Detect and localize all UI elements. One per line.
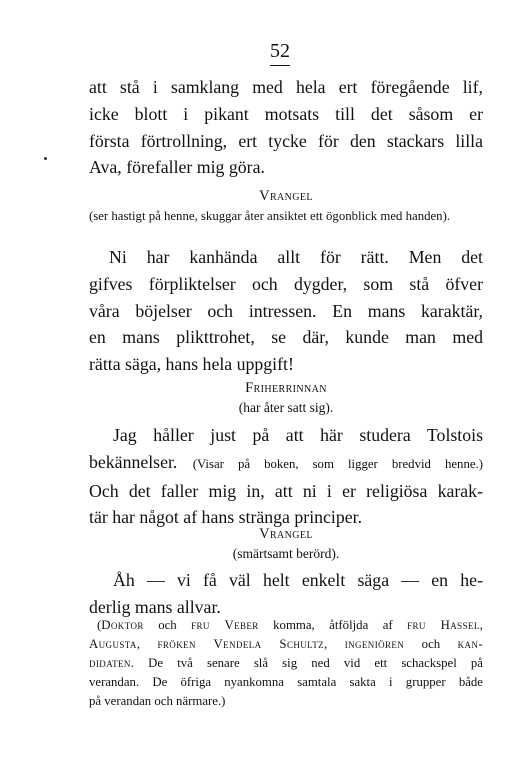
title-fru-2: fru bbox=[407, 618, 426, 632]
stage-4-line-4: verandan. De öfriga nyankomna samtala sakta i grupper både bbox=[89, 675, 483, 689]
stage-direction-1: (ser hastigt på henne, skuggar åter ansiktet ett ögonblick med handen). bbox=[89, 209, 451, 223]
paragraph-4-line-2: derlig mans allvar. bbox=[89, 596, 221, 617]
paragraph-2-line-2: gifves förpliktelser och dygder, som stå öfver bbox=[89, 273, 483, 294]
stage-4-line-3 bbox=[89, 654, 483, 673]
name-vendela-schultz: Vendela Schultz bbox=[195, 637, 325, 651]
paragraph-3 bbox=[89, 422, 483, 531]
stage-4-line-2 bbox=[89, 635, 483, 654]
name-doktor: Doktor bbox=[101, 618, 144, 632]
stage-4-text: komma, åtföljda af bbox=[258, 618, 408, 632]
speaker-vrangel: Vrangel bbox=[259, 188, 313, 204]
paragraph-2 bbox=[89, 244, 483, 378]
title-fru: fru bbox=[191, 618, 210, 632]
word-kandidaten-start: kan- bbox=[457, 637, 483, 651]
paragraph-2-line-4: en mans plikttrohet, se där, kunde man med bbox=[89, 327, 483, 348]
paragraph-2-line-1: Ni har kanhända allt för rätt. Men det bbox=[109, 247, 483, 267]
word-kandidaten-end: didaten bbox=[89, 656, 131, 670]
page-number: 52 bbox=[270, 40, 290, 66]
title-ingenioren: ingeniören bbox=[344, 637, 405, 651]
stage-direction-4 bbox=[89, 616, 483, 711]
comma: , bbox=[324, 637, 345, 651]
speaker-vrangel-2: Vrangel bbox=[259, 526, 313, 542]
stage-4-line-1 bbox=[89, 616, 483, 635]
margin-mark bbox=[44, 157, 47, 160]
speaker-friherrinnan: Friherrinnan bbox=[245, 380, 327, 396]
stage-direction-3: (smärtsamt berörd). bbox=[232, 546, 340, 561]
conjunction: och bbox=[404, 637, 458, 651]
paragraph-2-line-3: våra böjelser och intressen. En mans karaktär, bbox=[89, 300, 483, 321]
stage-direction-2: (har åter satt sig). bbox=[238, 400, 334, 415]
paragraph-3-line-2 bbox=[89, 449, 483, 478]
stage-direction-inline: (Visar på boken, som ligger bredvid henne.) bbox=[192, 456, 483, 471]
name-hassel: Hassel bbox=[425, 618, 480, 632]
paragraph-2-line-5: rätta säga, hans hela uppgift! bbox=[89, 354, 294, 375]
conjunction: och bbox=[143, 618, 192, 632]
paragraph-1-line-1: att stå i samklang med hela ert föregående lif, bbox=[89, 77, 483, 97]
paragraph-4 bbox=[89, 567, 483, 621]
name-augusta: Augusta bbox=[89, 637, 137, 651]
paragraph-3-line-1: Jag håller just på att här studera Tolstois bbox=[113, 425, 483, 445]
paragraph-4-line-1: Åh — vi få väl helt enkelt säga — en he- bbox=[113, 570, 483, 590]
comma: , bbox=[136, 637, 158, 651]
title-froken: fröken bbox=[157, 637, 196, 651]
paragraph-1-line-3: första förtrollning, ert tycke för den stackars lilla bbox=[89, 130, 483, 151]
paragraph-1-line-4: Ava, förefaller mig göra. bbox=[89, 157, 265, 178]
stage-4-line-5: på verandan och närmare.) bbox=[89, 694, 226, 708]
paragraph-3-line-4: tär har något af hans stränga principer. bbox=[89, 507, 363, 528]
stage-4-text: . De två senare slå sig ned vid ett schackspel på bbox=[130, 656, 483, 670]
paragraph-1-line-2: icke blott i pikant motsats till det såsom er bbox=[89, 103, 483, 124]
paragraph-3-line-2-text: bekännelser. bbox=[89, 451, 178, 472]
paragraph-1 bbox=[89, 74, 483, 181]
paragraph-3-line-3: Och det faller mig in, att ni i er religiösa karak- bbox=[89, 480, 483, 501]
open-paren: ( bbox=[97, 618, 102, 632]
comma: , bbox=[479, 618, 483, 632]
name-veber: Veber bbox=[209, 618, 259, 632]
